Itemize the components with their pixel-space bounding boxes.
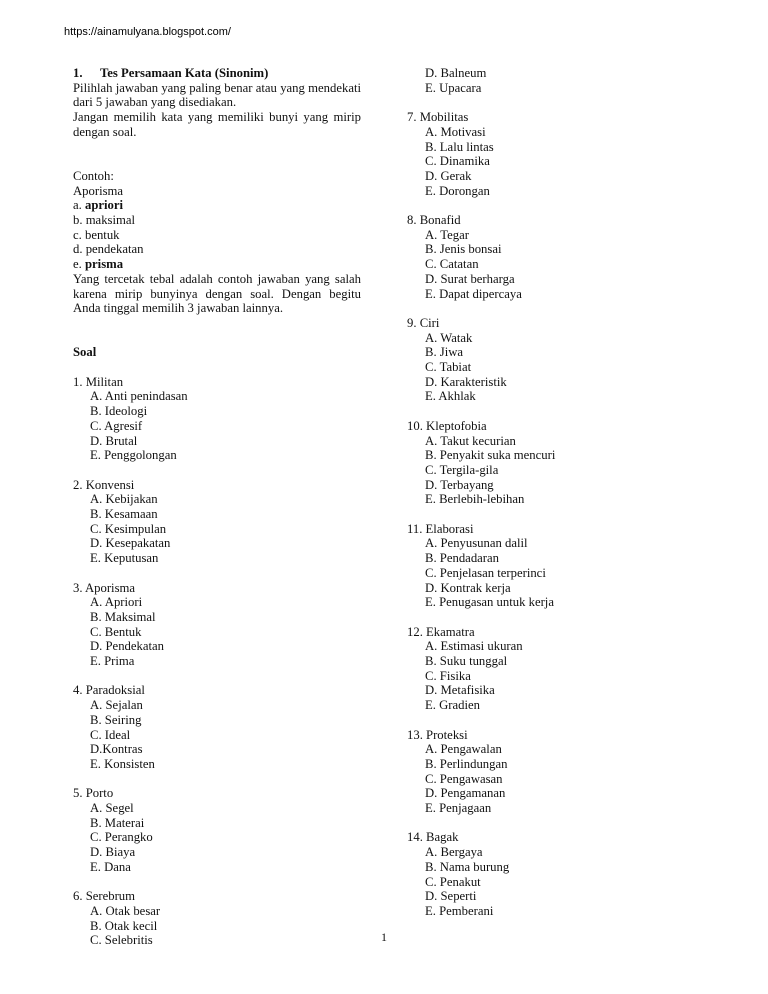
section-number: 1. [73,66,83,80]
example-word: Aporisma [73,183,124,198]
answer-option: B. Jiwa [425,345,464,360]
answer-option: D. Biaya [90,845,136,860]
spacer [73,772,361,787]
question-title: 5. Porto [73,786,114,801]
answer-option: E. Dorongan [425,183,490,198]
answer-option: D. Karakteristik [425,374,507,389]
spacer [73,566,361,581]
answer-option: D. Surat berharga [425,271,515,286]
question-item [73,478,361,566]
continued-options [407,66,707,95]
answer-option: B. Kesamaan [90,507,158,521]
example-option-text: maksimal [85,213,136,227]
answer-option: E. Dana [90,859,131,874]
answer-option: B. Materai [90,815,145,830]
example-option-prefix: b. [73,213,86,227]
example-option [73,198,361,213]
answer-option: E. Berlebih-lebihan [425,492,525,507]
example-option [73,257,361,272]
example-option-text: bentuk [84,227,120,242]
spacer [73,669,361,684]
answer-option: E. Akhlak [425,389,476,404]
answer-option: C. Penakut [425,874,481,889]
right-questions [407,110,707,919]
answer-option: D. Pendekatan [90,639,164,654]
answer-option: B. Penyakit suka mencuri [425,448,556,463]
answer-option: D. Seperti [425,889,477,904]
answer-option: A. Pengawalan [425,742,502,757]
example-note: Yang tercetak tebal adalah contoh jawaban yang salah karena mirip bunyinya dengan soal. Dengan begitu Anda tinggal memilih 3 jawaban lainnya. [73,271,361,316]
page-url: https://ainamulyana.blogspot.com/ [64,26,231,38]
answer-option: A. Otak besar [90,903,161,918]
answer-option: C. Dinamika [425,154,490,169]
question-title: 6. Serebrum [73,889,136,904]
spacer [73,463,361,478]
answer-option: E. Konsisten [90,756,155,771]
answer-option: C. Bentuk [90,624,142,639]
answer-option: C. Kesimpulan [90,521,167,536]
question-item [73,375,361,463]
question-item [407,830,707,918]
question-item [73,786,361,874]
answer-option: A. Tegar [425,227,469,242]
answer-option: C. Tabiat [425,360,472,375]
answer-option: C. Agresif [90,418,143,433]
example-option-text: prisma [84,257,124,272]
answer-option: D. Kontrak kerja [425,580,511,595]
question-item [73,683,361,771]
question-item [73,581,361,669]
answer-option: A. Sejalan [90,698,143,713]
answer-option: A. Watak [425,330,473,345]
answer-option: E. Prima [90,654,135,669]
example-option-text: pendekatan [85,242,144,257]
question-item [407,419,707,507]
example-option [73,228,361,243]
instruction-2: Jangan memilih kata yang memiliki bunyi yang mirip dengan soal. [73,110,361,139]
answer-option: E. Keputusan [90,551,159,566]
example-option [73,242,361,257]
answer-option: C. Tergila-gila [425,462,499,477]
spacer [407,816,707,831]
example-options [73,198,361,272]
answer-option: A. Motivasi [425,124,486,139]
answer-option: B. Perlindungan [425,756,508,771]
example-option-prefix: c. [73,227,85,242]
question-title: 2. Konvensi [73,477,135,492]
question-title: 12. Ekamatra [407,624,475,639]
question-item [407,625,707,713]
answer-option: E. Penjagaan [425,801,492,816]
section-heading [73,66,361,81]
answer-option: E. Gradien [425,698,480,713]
spacer [407,610,707,625]
answer-option: D. Metafisika [425,683,495,698]
answer-option: E. Penugasan untuk kerja [425,595,554,610]
question-title: 8. Bonafid [407,213,461,227]
question-item [407,522,707,610]
answer-option: B. Ideologi [90,404,148,419]
page-number: 1 [381,930,387,944]
answer-option: B. Suku tunggal [425,654,508,669]
spacer [407,301,707,316]
answer-option: D. Brutal [90,433,138,448]
answer-option: E. Upacara [425,80,482,95]
spacer [407,713,707,728]
question-item [407,213,707,301]
answer-option: B. Lalu lintas [425,139,494,154]
answer-option: B. Pendadaran [425,551,499,566]
spacer [407,198,707,213]
spacer [407,404,707,419]
example-option-prefix: e. [73,257,85,272]
answer-option: B. Nama burung [425,859,510,874]
answer-option: E. Pemberani [425,903,494,918]
spacer [407,507,707,522]
answer-option: B. Maksimal [90,609,156,624]
answer-option: C. Ideal [90,727,131,742]
section-title: Tes Persamaan Kata (Sinonim) [100,66,269,80]
answer-option: D. Terbayang [425,477,494,492]
answer-option: C. Perangko [90,830,153,845]
spacer [73,875,361,890]
left-column [73,66,361,948]
right-column [407,66,707,919]
example-option [73,213,361,228]
answer-option: B. Jenis bonsai [425,242,502,257]
answer-option: C. Penjelasan terperinci [425,565,546,580]
answer-option: C. Fisika [425,668,471,683]
example-option-text: apriori [84,198,124,213]
answer-option: A. Estimasi ukuran [425,639,523,654]
answer-option: B. Seiring [90,712,142,727]
question-item [407,110,707,198]
answer-option: A. Bergaya [425,845,483,860]
question-title: 9. Ciri [407,315,440,330]
question-title: 4. Paradoksial [73,683,145,698]
question-title: 14. Bagak [407,830,459,845]
example-option-prefix: d. [73,242,86,257]
question-title: 11. Elaborasi [407,521,474,536]
soal-heading: Soal [73,345,97,360]
answer-option: A. Penyusunan dalil [425,536,528,551]
answer-option: C. Catatan [425,257,479,272]
left-questions [73,375,361,948]
question-item [407,728,707,816]
question-title: 13. Proteksi [407,727,468,742]
answer-option: D.Kontras [90,742,143,757]
answer-option: A. Segel [90,801,134,816]
answer-option: C. Pengawasan [425,771,503,786]
answer-option: D. Kesepakatan [90,536,171,551]
instruction-1: Pilihlah jawaban yang paling benar atau yang mendekati dari 5 jawaban yang disediakan. [73,80,361,110]
question-title: 7. Mobilitas [407,110,469,125]
answer-option: A. Apriori [90,595,143,610]
question-title: 1. Militan [73,374,124,389]
answer-option: E. Dapat dipercaya [425,286,522,301]
answer-option: E. Penggolongan [90,448,177,463]
answer-option: D. Balneum [425,66,487,80]
answer-option: A. Takut kecurian [425,433,516,448]
answer-option: B. Otak kecil [90,918,158,933]
answer-option: A. Kebijakan [90,492,158,507]
example-option-prefix: a. [73,198,85,213]
question-title: 10. Kleptofobia [407,418,487,433]
answer-option: D. Gerak [425,168,472,183]
answer-option: D. Pengamanan [425,786,506,801]
example-label: Contoh: [73,168,114,183]
answer-option: A. Anti penindasan [90,389,188,404]
question-item [407,316,707,404]
answer-option: C. Selebritis [90,933,153,948]
question-title: 3. Aporisma [73,580,136,595]
